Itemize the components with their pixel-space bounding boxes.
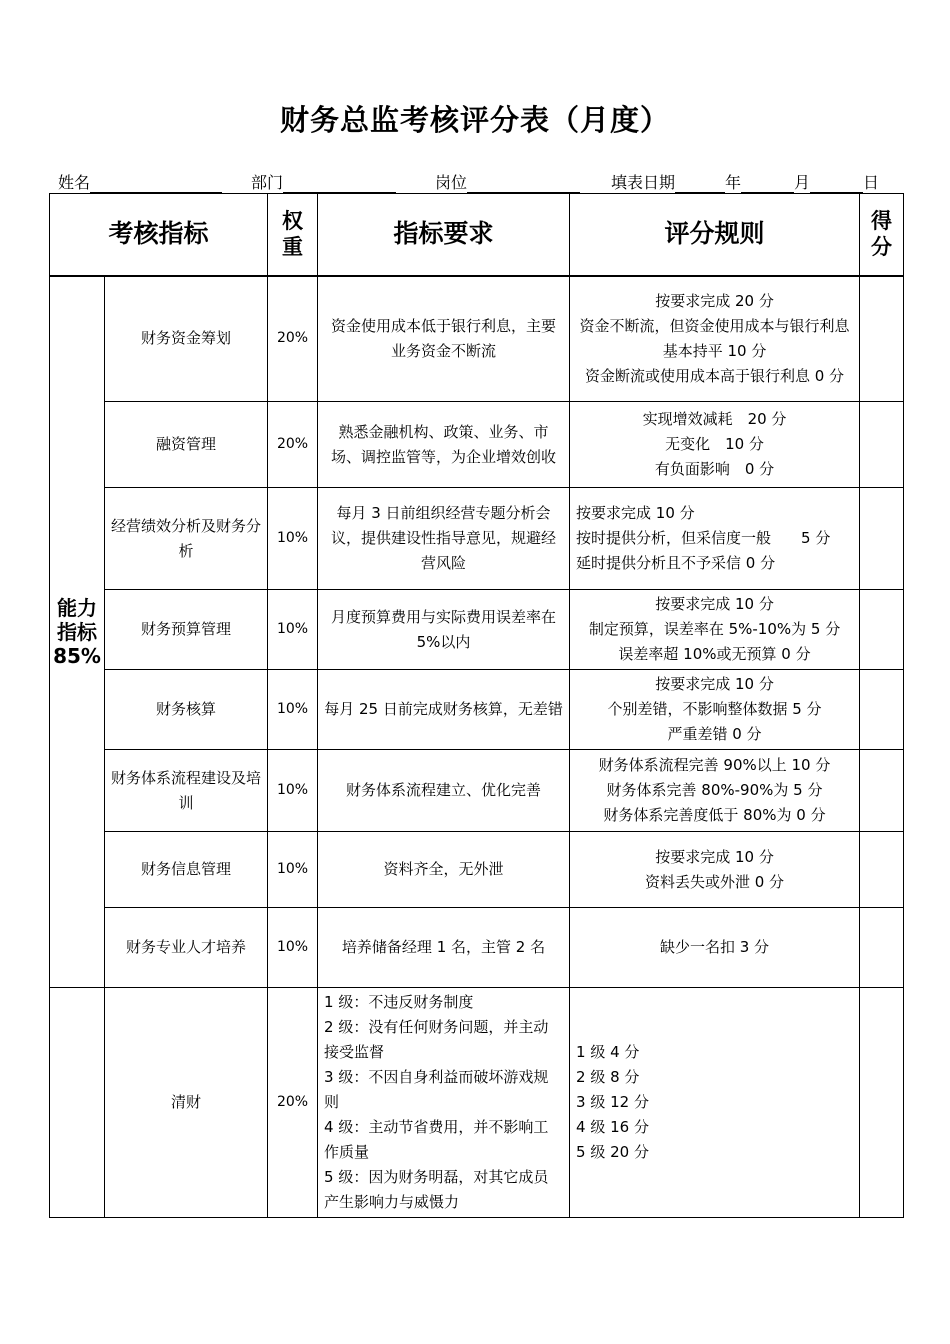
row-requirement: 财务体系流程建立、优化完善 [318,750,570,832]
header-row [50,194,904,276]
rule-line: 1 级 4 分 [576,1043,640,1061]
dept-label: 部门 [251,173,284,192]
rule-line: 有负面影响 0 分 [654,460,775,478]
rule-line: 财务体系完善度低于 80%为 0 分 [603,806,826,824]
table-row [50,590,904,670]
row-rules [570,670,860,750]
rule-line: 3 级 12 分 [576,1093,649,1111]
row-weight: 20% [268,402,318,488]
score-cell[interactable] [860,988,904,1218]
score-cell[interactable] [860,488,904,590]
dept-field[interactable] [251,170,396,193]
row-requirement: 资料齐全，无外泄 [318,832,570,908]
row-weight: 10% [268,750,318,832]
rule-line: 4 级 16 分 [576,1118,649,1136]
date-field[interactable] [611,170,879,193]
rule-line: 严重差错 0 分 [667,725,762,743]
rule-line: 制定预算，误差率在 5%-10%为 5 分 [588,620,841,638]
row-weight: 20% [268,988,318,1218]
rule-line: 个别差错，不影响整体数据 5 分 [607,700,822,718]
row-requirement [318,988,570,1218]
score-cell[interactable] [860,590,904,670]
row-rules [570,988,860,1218]
score-cell[interactable] [860,670,904,750]
row-name: 财务资金筹划 [105,276,268,402]
rule-line: 资料丢失或外泄 0 分 [644,872,785,891]
rule-line: 财务体系完善 80%-90%为 5 分 [606,781,823,799]
row-name: 财务专业人才培养 [105,908,268,988]
rule-line: 按要求完成 10 分 [655,675,774,693]
name-label: 姓名 [58,173,91,192]
month-blank[interactable] [741,176,794,193]
rule-line: 缺少一名扣 3 分 [659,938,770,956]
row-rules [570,276,860,402]
row-name: 清财 [105,988,268,1218]
post-blank[interactable] [467,176,580,193]
date-label: 填表日期 [611,173,676,192]
row-rules [570,832,860,908]
row-weight: 10% [268,670,318,750]
row-rules [570,402,860,488]
day-label: 日 [863,173,880,192]
row-name: 融资管理 [105,402,268,488]
row-weight: 10% [268,488,318,590]
rule-line: 无变化 10 分 [665,435,764,453]
rule-line: 延时提供分析且不予采信 0 分 [576,554,776,572]
post-label: 岗位 [435,173,468,192]
table-row-extra [50,988,904,1218]
score-cell[interactable] [860,832,904,908]
rule-line: 2 级 8 分 [576,1068,640,1086]
row-name: 经营绩效分析及财务分析 [105,488,268,590]
header-rule: 评分规则 [570,194,860,276]
day-blank[interactable] [810,176,863,193]
row-rules [570,590,860,670]
rule-line: 按要求完成 10 分 [655,595,774,613]
score-cell[interactable] [860,402,904,488]
rule-line: 资金不断流，但资金使用成本与银行利息基本持平 10 分 [579,316,850,360]
requirement-line: 5 级：因为财务明磊，对其它成员产生影响力与威慑力 [324,1168,549,1211]
row-requirement: 月度预算费用与实际费用误差率在 5%以内 [318,590,570,670]
rule-line: 按要求完成 10 分 [576,504,695,522]
table-row [50,402,904,488]
name-field[interactable] [58,170,222,193]
row-name: 财务预算管理 [105,590,268,670]
rule-line: 财务体系流程完善 90%以上 10 分 [598,756,831,774]
row-requirement: 资金使用成本低于银行利息，主要业务资金不断流 [318,276,570,402]
table-row [50,750,904,832]
score-cell[interactable] [860,276,904,402]
year-blank[interactable] [675,176,725,193]
row-requirement: 每月 25 日前完成财务核算，无差错 [318,670,570,750]
name-blank[interactable] [90,176,222,193]
header-score: 得分 [860,194,904,276]
evaluation-table [49,193,904,1218]
requirement-line: 3 级：不因自身利益而破坏游戏规则 [324,1068,549,1111]
rule-line: 按要求完成 10 分 [655,847,774,866]
table-row [50,908,904,988]
score-cell[interactable] [860,750,904,832]
post-field[interactable] [435,170,580,193]
page-title: 财务总监考核评分表（月度） [279,103,670,137]
score-cell[interactable] [860,908,904,988]
rule-line: 资金断流或使用成本高于银行利息 0 分 [584,366,845,385]
row-requirement: 培养储备经理 1 名，主管 2 名 [318,908,570,988]
row-requirement: 每月 3 日前组织经营专题分析会议，提供建设性指导意见，规避经营风险 [318,488,570,590]
table-row [50,276,904,402]
month-label: 月 [794,173,811,192]
row-name: 财务信息管理 [105,832,268,908]
table-row [50,832,904,908]
requirement-line: 4 级：主动节省费用，并不影响工作质量 [324,1118,549,1161]
header-indicator: 考核指标 [50,194,268,276]
rule-line: 误差率超 10%或无预算 0 分 [618,645,811,663]
row-rules [570,908,860,988]
category-cell: 能力指标85% [50,276,105,988]
header-weight: 权重 [268,194,318,276]
header-requirement: 指标要求 [318,194,570,276]
rule-line: 实现增效减耗 20 分 [642,410,787,428]
row-name: 财务体系流程建设及培训 [105,750,268,832]
empty-category-cell [50,988,105,1218]
rule-line: 按时提供分析，但采信度一般 5 分 [576,529,831,547]
row-weight: 10% [268,832,318,908]
row-rules [570,488,860,590]
row-weight: 10% [268,908,318,988]
rule-line: 5 级 20 分 [576,1143,649,1161]
rule-line: 按要求完成 20 分 [655,291,774,310]
requirement-line: 2 级：没有任何财务问题，并主动接受监督 [324,1018,549,1061]
year-label: 年 [725,173,742,192]
row-rules [570,750,860,832]
row-name: 财务核算 [105,670,268,750]
row-weight: 20% [268,276,318,402]
form-info-line [58,170,904,192]
table-row [50,670,904,750]
requirement-line: 1 级：不违反财务制度 [324,993,474,1011]
table-row [50,488,904,590]
row-weight: 10% [268,590,318,670]
row-requirement: 熟悉金融机构、政策、业务、市场、调控监管等，为企业增效创收 [318,402,570,488]
dept-blank[interactable] [283,176,396,193]
